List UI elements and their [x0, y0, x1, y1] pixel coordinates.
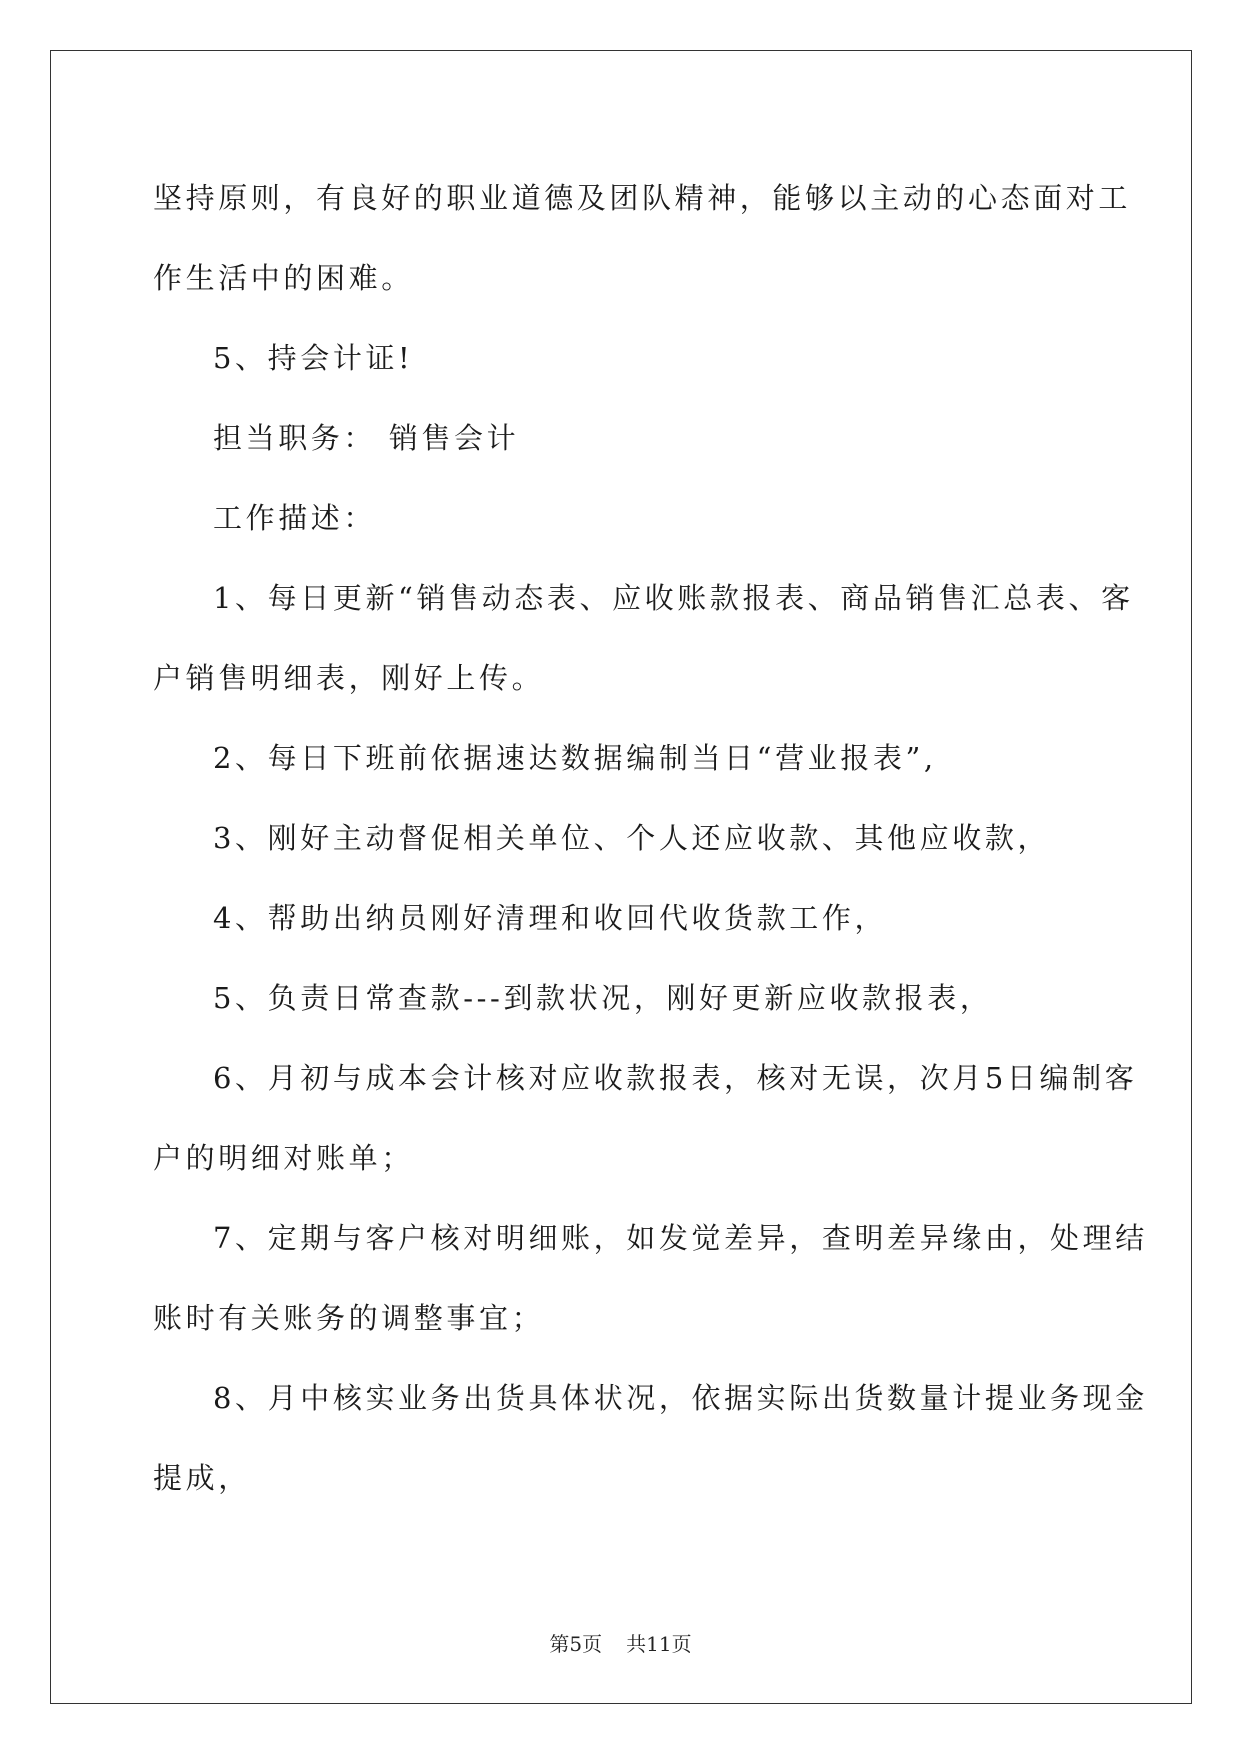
- document-body: [153, 158, 1148, 1518]
- text-line: 4、帮助出纳员刚好清理和收回代收货款工作，: [213, 901, 888, 935]
- text-line: 账时有关账务的调整事宜；: [153, 1301, 545, 1335]
- text-line: 户的明细对账单；: [153, 1141, 414, 1175]
- text-line: 6、月初与成本会计核对应收款报表，核对无误，次月5日编制客: [213, 1061, 1138, 1095]
- text-line: 5、负责日常查款---到款状况，刚好更新应收款报表，: [213, 981, 993, 1015]
- text-line: 8、月中核实业务出货具体状况，依据实际出货数量计提业务现金: [213, 1381, 1148, 1415]
- page-number: 第5页: [549, 1632, 603, 1656]
- text-line: 户销售明细表，刚好上传。: [153, 661, 545, 695]
- text-line: 1、每日更新“销售动态表、应收账款报表、商品销售汇总表、客: [213, 581, 1134, 615]
- text-line: 作生活中的困难。: [153, 261, 414, 295]
- page-footer: [0, 1628, 1241, 1657]
- page-total: 共11页: [626, 1632, 692, 1656]
- text-line: 7、定期与客户核对明细账，如发觉差异，查明差异缘由，处理结: [213, 1221, 1148, 1255]
- text-line: 提成，: [153, 1461, 251, 1495]
- text-line: 坚持原则，有良好的职业道德及团队精神，能够以主动的心态面对工: [153, 181, 1132, 215]
- text-line: 2、每日下班前依据速达数据编制当日“营业报表”,: [213, 741, 937, 775]
- text-line: 担当职务： 销售会计: [213, 421, 520, 455]
- text-line: 工作描述：: [213, 501, 377, 535]
- text-line: 3、刚好主动督促相关单位、个人还应收款、其他应收款，: [213, 821, 1051, 855]
- text-line: 5、持会计证!: [213, 341, 414, 375]
